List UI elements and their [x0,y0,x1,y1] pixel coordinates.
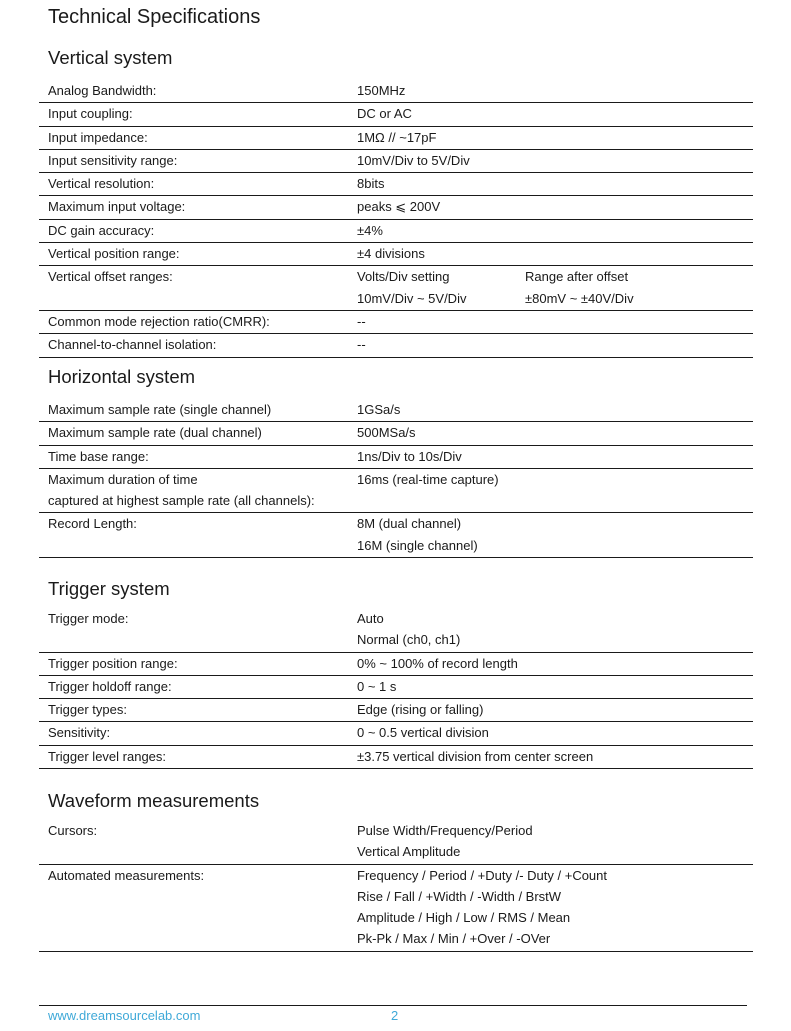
spec-row-vertical-resolution [39,173,753,196]
spec-row-time-base-range [39,446,753,469]
spec-row-trigger-types [39,699,753,722]
spec-value: 0% ~ 100% of record length [357,655,518,671]
spec-row-trigger-holdoff [39,676,753,699]
spec-value: 8M (dual channel) [357,516,462,532]
spec-row-cursors [39,820,753,865]
spec-value: 150MHz [357,83,406,98]
page-title: Technical Specifications [48,6,261,28]
spec-value: -- [357,337,366,353]
spec-row-automated-measurements [39,865,753,952]
spec-row-input-coupling [39,103,753,126]
spec-table-horizontal [39,399,753,558]
spec-row-input-sensitivity [39,150,753,173]
spec-value: Pulse Width/Frequency/Period [357,823,533,838]
spec-value: 500MSa/s [357,425,416,441]
spec-value: Edge (rising or falling) [357,702,484,718]
spec-label: Maximum sample rate (single channel) [48,402,272,417]
spec-value: Vertical Amplitude [357,844,461,860]
spec-label: Vertical resolution: [48,176,155,192]
spec-value: -- [357,313,366,329]
spec-label: Input sensitivity range: [48,152,178,168]
spec-row-max-duration [39,469,753,514]
spec-label: Vertical position range: [48,246,180,262]
spec-value: ±4 divisions [357,246,425,262]
spec-value: 10mV/Div to 5V/Div [357,152,470,168]
spec-row-trigger-position [39,653,753,676]
spec-row-analog-bandwidth [39,80,753,103]
offset-col1-value: 10mV/Div ~ 5V/Div [357,290,467,306]
spec-value: 1ns/Div to 10s/Div [357,448,462,464]
spec-value: Amplitude / High / Low / RMS / Mean [357,910,571,926]
spec-table-waveform [39,820,753,952]
offset-col2-header: Range after offset [525,269,629,285]
page-number: 2 [391,1008,399,1023]
spec-label: Automated measurements: [48,867,205,883]
spec-label: Trigger level ranges: [48,748,167,764]
spec-row-max-sample-rate-dual [39,422,753,445]
spec-row-trigger-mode [39,608,753,653]
spec-value: Pk-Pk / Max / Min / +Over / -OVer [357,931,551,947]
spec-value: 0 ~ 1 s [357,678,397,694]
spec-value: ±3.75 vertical division from center screen [357,748,594,764]
spec-table-vertical [39,80,753,358]
spec-value: 0 ~ 0.5 vertical division [357,725,489,741]
spec-value: Auto [357,611,384,626]
section-title: Horizontal system [48,366,196,387]
spec-label: Sensitivity: [48,725,111,741]
spec-row-max-sample-rate-single [39,399,753,422]
spec-table-trigger [39,608,753,769]
spec-label-cont: captured at highest sample rate (all channels): [48,493,315,509]
spec-row-trigger-level [39,746,753,769]
footer-divider [39,1005,747,1006]
spec-row-cmrr [39,311,753,334]
footer-website-link[interactable]: www.dreamsourcelab.com [48,1008,201,1023]
spec-label: Input impedance: [48,129,148,145]
spec-value: Rise / Fall / +Width / -Width / BrstW [357,888,562,904]
spec-row-record-length [39,513,753,558]
spec-value: DC or AC [357,106,412,122]
spec-label: Input coupling: [48,106,133,122]
spec-value-cont: Normal (ch0, ch1) [357,632,461,648]
spec-value: 1MΩ // ~17pF [357,129,437,145]
spec-label: Maximum duration of time [48,471,198,487]
spec-label: Trigger types: [48,702,127,718]
spec-label: Vertical offset ranges: [48,269,173,285]
spec-label: Trigger mode: [48,611,129,626]
spec-label: DC gain accuracy: [48,222,155,238]
spec-value-cont: 16M (single channel) [357,537,478,553]
spec-value: peaks ⩽ 200V [357,199,441,215]
spec-row-max-input-voltage [39,196,753,219]
spec-label: Channel-to-channel isolation: [48,337,217,353]
spec-label: Trigger position range: [48,655,178,671]
spec-row-dc-gain-accuracy [39,220,753,243]
spec-value: 8bits [357,176,385,192]
spec-label: Trigger holdoff range: [48,678,172,694]
offset-col1-header: Volts/Div setting [357,269,450,285]
spec-label: Maximum input voltage: [48,199,186,215]
section-title: Vertical system [48,47,173,68]
spec-row-channel-isolation [39,334,753,357]
offset-col2-value: ±80mV ~ ±40V/Div [525,290,634,306]
spec-label: Record Length: [48,516,137,532]
spec-row-vertical-position-range [39,243,753,266]
spec-value: ±4% [357,222,383,238]
section-title: Trigger system [48,578,170,599]
spec-label: Time base range: [48,448,149,464]
spec-value: 1GSa/s [357,402,401,417]
spec-row-sensitivity [39,722,753,745]
spec-label: Maximum sample rate (dual channel) [48,425,262,441]
spec-value: Frequency / Period / +Duty /- Duty / +Count [357,867,608,883]
spec-label: Common mode rejection ratio(CMRR): [48,313,270,329]
spec-value: 16ms (real-time capture) [357,471,499,487]
spec-row-vertical-offset-ranges [39,266,753,311]
spec-label: Cursors: [48,823,98,838]
spec-row-input-impedance [39,127,753,150]
section-title: Waveform measurements [48,790,260,811]
spec-label: Analog Bandwidth: [48,83,157,98]
